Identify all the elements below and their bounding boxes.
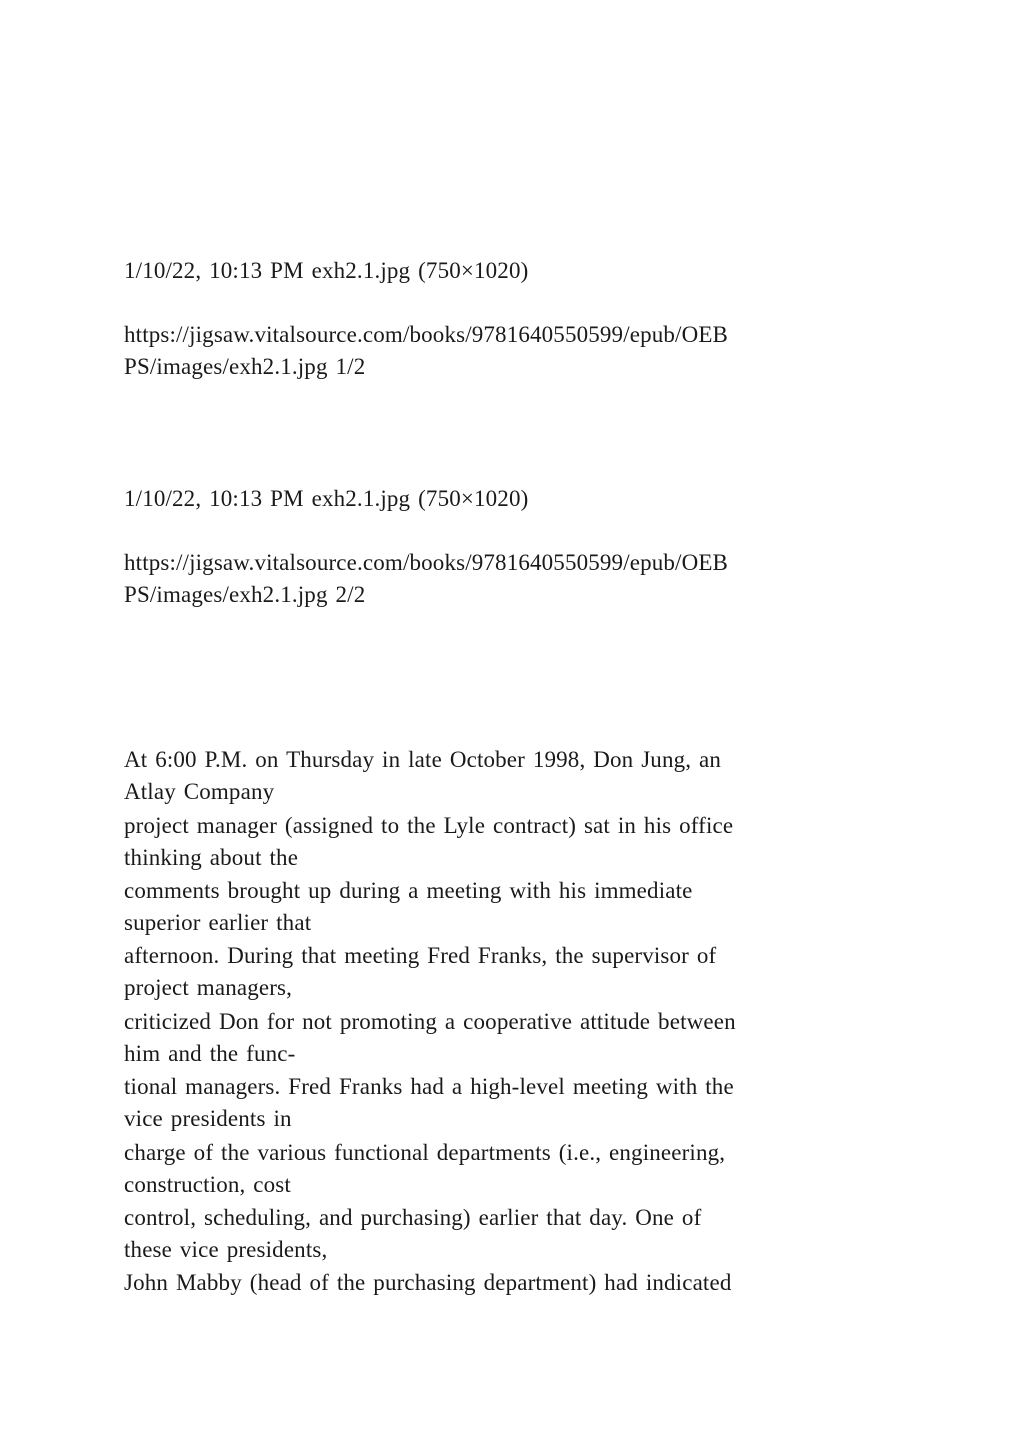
body-line: tional managers. Fred Franks had a high-level meeting with the [124,1074,734,1099]
body-line: vice presidents in [124,1106,292,1131]
body-line: charge of the various functional departments (i.e., engineering, [124,1140,726,1165]
body-line: At 6:00 P.M. on Thursday in late October 1998, Don Jung, an [124,747,722,772]
body-line: construction, cost [124,1172,291,1197]
body-line: project managers, [124,975,293,1000]
body-line: comments brought up during a meeting with his immediate [124,878,693,903]
header-2-timestamp: 1/10/22, 10:13 PM exh2.1.jpg (750×1020) [124,486,529,511]
header-2-url-line-1: https://jigsaw.vitalsource.com/books/9781640550599/epub/OEB [124,550,729,575]
body-line: criticized Don for not promoting a cooperative attitude between [124,1009,736,1034]
body-line: John Mabby (head of the purchasing department) had indicated [124,1270,732,1295]
body-line: him and the func- [124,1041,296,1066]
body-line: superior earlier that [124,910,312,935]
body-line: afternoon. During that meeting Fred Franks, the supervisor of [124,943,717,968]
body-line: thinking about the [124,845,299,870]
header-1-timestamp: 1/10/22, 10:13 PM exh2.1.jpg (750×1020) [124,258,529,283]
body-line: these vice presidents, [124,1237,328,1262]
header-1-url-line-1: https://jigsaw.vitalsource.com/books/9781640550599/epub/OEB [124,322,729,347]
body-line: Atlay Company [124,779,275,804]
body-line: control, scheduling, and purchasing) earlier that day. One of [124,1205,702,1230]
header-2-url-line-2: PS/images/exh2.1.jpg 2/2 [124,582,366,607]
body-line: project manager (assigned to the Lyle contract) sat in his office [124,813,734,838]
header-1-url-line-2: PS/images/exh2.1.jpg 1/2 [124,354,366,379]
